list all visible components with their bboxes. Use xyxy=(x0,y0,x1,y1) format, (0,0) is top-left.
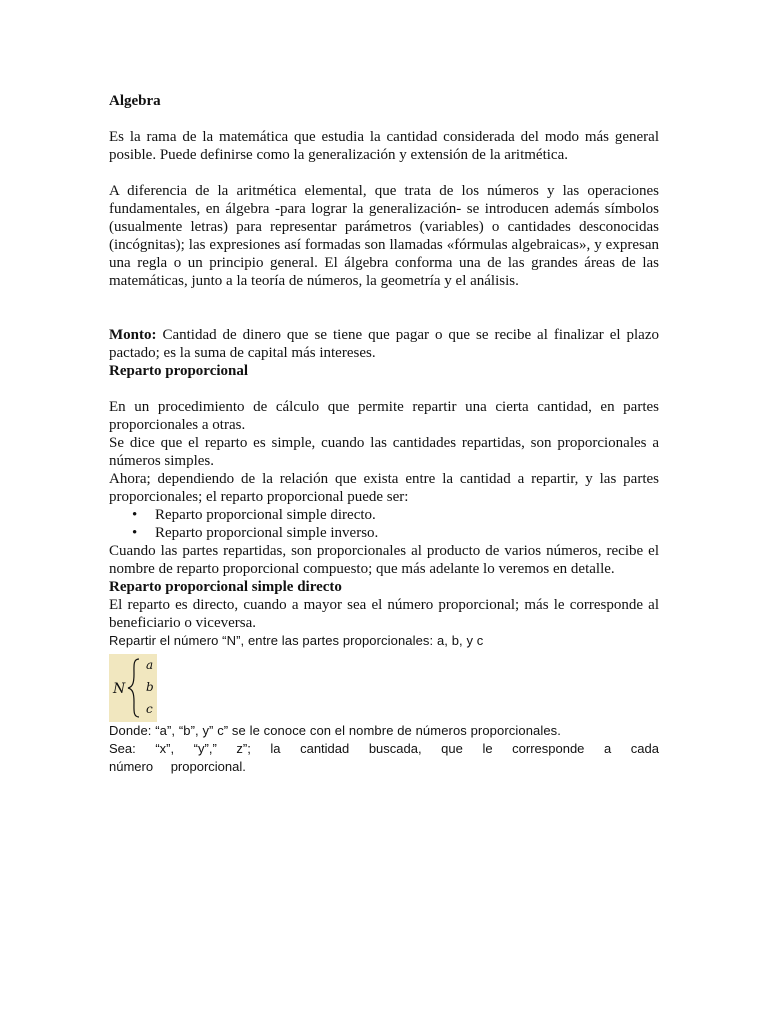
paragraph-monto xyxy=(109,326,659,362)
section-title-reparto-proporcional: Reparto proporcional xyxy=(109,363,249,379)
figure-c-label: c xyxy=(146,702,153,716)
brace-figure xyxy=(109,654,157,722)
figure-a-label: a xyxy=(146,658,154,672)
monto-term: Monto: xyxy=(109,327,157,343)
figure-b-label: b xyxy=(146,680,154,694)
document-content xyxy=(109,92,659,776)
paragraph-repartir-numero: Repartir el número “N”, entre las partes proporcionales: a, b, y c xyxy=(109,633,484,648)
paragraph-sea: Sea: “x”, “y”,” z”; la cantidad buscada, que le corresponde a cada número proporcional. xyxy=(109,741,659,774)
list-item: • Reparto proporcional simple directo. xyxy=(155,506,659,524)
title-algebra: Algebra xyxy=(109,93,161,109)
paragraph-reparto-compuesto: Cuando las partes repartidas, son proporcionales al producto de varios números, recibe el nombre de reparto proporcional compuesto; que más adelante lo veremos en detalle. xyxy=(109,543,659,577)
monto-definition: Cantidad de dinero que se tiene que pagar o que se recibe al finalizar el plazo pactado; es la suma de capital más intereses. xyxy=(109,327,659,361)
paragraph-algebra-difference: A diferencia de la aritmética elemental, que trata de los números y las operaciones fundamentales, en álgebra -para lograr la generalización- se introducen además símbolos (usualmente letras) para representar parámetros (variables) o cantidades desconocidas (incógnitas); las expresiones así formadas son llamadas «fórmulas algebraicas», y expresan una regla o un principio general. El álgebra conforma una de las grandes áreas de las matemáticas, junto a la teoría de números, la geometría y el análisis. xyxy=(109,183,659,289)
paragraph-reparto-relation: Ahora; dependiendo de la relación que exista entre la cantidad a repartir, y las partes proporcionales; el reparto proporcional puede ser: xyxy=(109,471,659,505)
paragraph-donde: Donde: “a”, “b”, y” c” se le conoce con el nombre de números proporcionales. xyxy=(109,723,561,738)
left-brace-icon xyxy=(127,658,141,718)
paragraph-reparto-simple: Se dice que el reparto es simple, cuando las cantidades repartidas, son proporcionales a números simples. xyxy=(109,435,659,469)
paragraph-reparto-directo: El reparto es directo, cuando a mayor sea el número proporcional; más le corresponde al beneficiario o viceversa. xyxy=(109,597,659,631)
paragraph-reparto-intro: En un procedimiento de cálculo que permite repartir una cierta cantidad, en partes proporcionales a otras. xyxy=(109,399,659,433)
figure-n-label: N xyxy=(113,681,126,697)
paragraph-algebra-definition: Es la rama de la matemática que estudia la cantidad considerada del modo más general posible. Puede definirse como la generalización y extensión de la aritmética. xyxy=(109,129,659,163)
list-item: • Reparto proporcional simple inverso. xyxy=(155,524,659,542)
reparto-types-list xyxy=(109,506,659,542)
section-title-reparto-directo: Reparto proporcional simple directo xyxy=(109,579,342,595)
